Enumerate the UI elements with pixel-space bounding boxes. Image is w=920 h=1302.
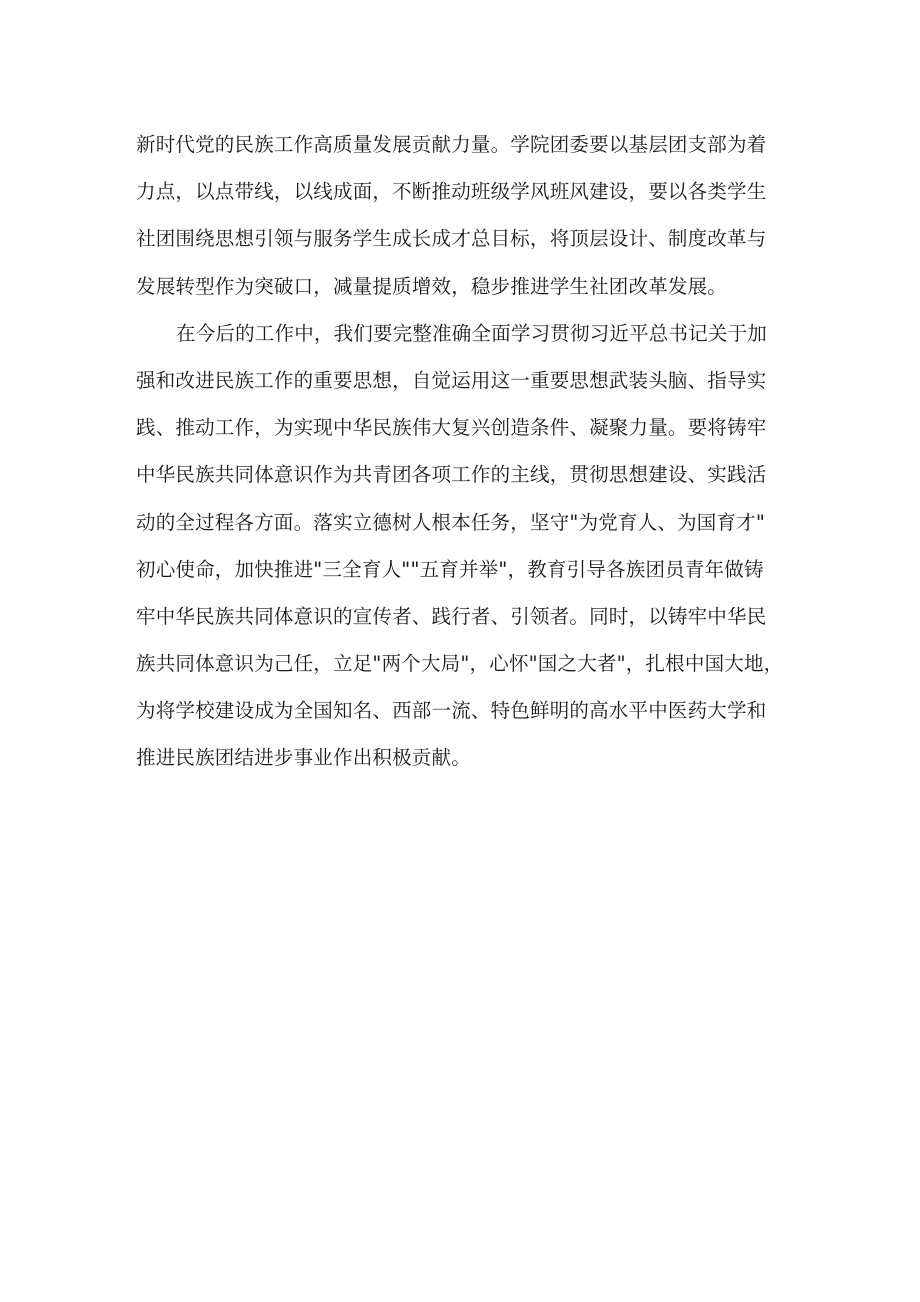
text-line: 新时代党的民族工作高质量发展贡献力量。学院团委要以基层团支部为着 [136, 133, 767, 156]
text-line: 中华民族共同体意识作为共青团各项工作的主线，贯彻思想建设、实践活 [136, 463, 767, 487]
text-line: 族共同体意识为己任，立足"两个大局"，心怀"国之大者"，扎根中国大地， [136, 652, 784, 676]
text-line: 牢中华民族共同体意识的宣传者、践行者、引领者。同时，以铸牢中华民 [136, 604, 767, 628]
text-line: 社团围绕思想引领与服务学生成长成才总目标，将顶层设计、制度改革与 [136, 227, 767, 251]
document-body [136, 121, 784, 782]
text-line: 力点，以点带线，以线成面，不断推动班级学风班风建设，要以各类学生 [136, 180, 767, 204]
text-line: 发展转型作为突破口，减量提质增效，稳步推进学生社团改革发展。 [136, 274, 728, 298]
text-line: 动的全过程各方面。落实立德树人根本任务，坚守"为党育人、为国育才" [136, 510, 766, 534]
text-line: 推进民族团结进步事业作出积极贡献。 [136, 746, 471, 770]
paragraph-2 [136, 310, 784, 782]
text-line: 强和改进民族工作的重要思想，自觉运用这一重要思想武装头脑、指导实 [136, 368, 767, 392]
paragraph-1 [136, 121, 776, 310]
text-line: 初心使命，加快推进"三全育人""五育并举"，教育引导各族团员青年做铸 [136, 557, 764, 581]
text-line: 践、推动工作，为实现中华民族伟大复兴创造条件、凝聚力量。要将铸牢 [136, 416, 767, 440]
text-line: 在今后的工作中，我们要完整准确全面学习贯彻习近平总书记关于加 [176, 321, 768, 345]
text-line: 为将学校建设成为全国知名、西部一流、特色鲜明的高水平中医药大学和 [136, 699, 767, 723]
